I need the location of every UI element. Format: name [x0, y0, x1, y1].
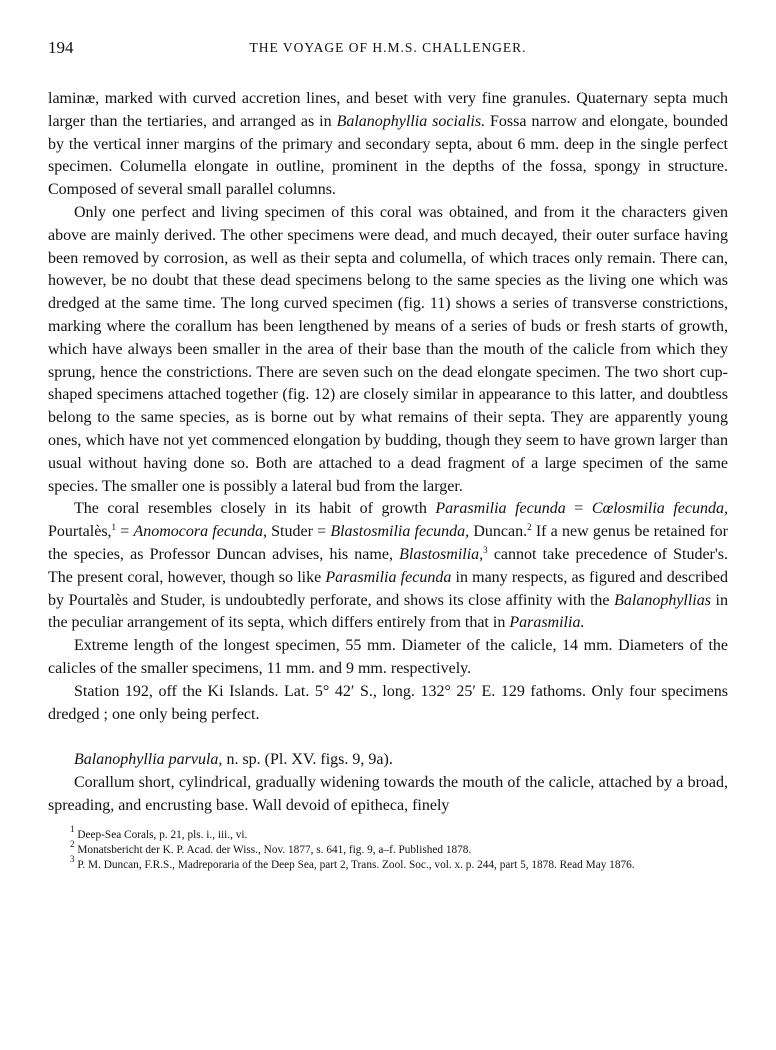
taxon-name: Balanophyllias — [614, 591, 711, 609]
taxon-name: Parasmilia fecunda — [325, 568, 452, 586]
page-header — [48, 38, 728, 62]
paragraph: Extreme length of the longest specimen, 55 mm. Diameter of the calicle, 14 mm. Diameters of the calicles of the smaller specimens, 11 mm. and 9 mm. respectively. — [48, 637, 728, 677]
taxon-name: Cœlosmilia fecunda, — [591, 500, 729, 518]
station-paragraph: Station 192, off the Ki Islands. Lat. 5° 42′ S., long. 132° 25′ E. 129 fathoms. Only four specimens dredged ; one only being perfect. — [48, 682, 728, 723]
footnote-mark: 3 — [70, 854, 75, 865]
footnote: $^3$ P. M. Duncan, F.R.S., Madreporaria of the Deep Sea, part 2, Trans. Zool. Soc., vol. x. p. 244, part 5, 1878. Read May 1876. — [70, 854, 635, 872]
body-text — [48, 88, 728, 818]
paragraph: The coral resembles closely in its habit of growth Parasmilia fecunda = Cœlosmilia fecunda, Pourtalès,$^1$ = Anomocora fecunda, Studer = Blastosmilia fecunda, Duncan.$^2$ If a new genus be retained for the species, as Professor Duncan advises, his name, Blastosmilia,$^3$ cannot take precedence of Studer's. The present coral, however, though so like Parasmilia fecunda in many respects, as figured and described by Pourtalès and Studer, is undoubtedly perforate, and shows its close affinity with the Balanophyllias in the peculiar arrangement of its septa, which differs entirely from that in Parasmilia. — [48, 500, 729, 632]
footnote-ref[interactable]: 1 — [111, 522, 117, 533]
page — [48, 38, 728, 874]
species-heading: Balanophyllia parvula, n. sp. (Pl. XV. figs. 9, 9a). — [74, 751, 393, 769]
taxon-name: Blastosmilia, — [399, 545, 484, 563]
footnote: $^2$ Monatsbericht der K. P. Acad. der Wiss., Nov. 1877, s. 641, fig. 9, a–f. Published 1878. — [70, 839, 472, 856]
footnote-mark: 1 — [70, 823, 75, 834]
taxon-name: Blastosmilia fecunda, — [330, 523, 470, 541]
footnote-ref[interactable]: 2 — [527, 522, 532, 533]
footnote-mark: 2 — [70, 839, 75, 849]
taxon-name: Anomocora fecunda, — [133, 523, 267, 541]
footnote: $^1$ Deep-Sea Corals, p. 21, pls. i., iii., vi. — [70, 823, 248, 841]
footnotes — [48, 823, 728, 874]
taxon-name: Parasmilia. — [509, 614, 585, 632]
paragraph: Corallum short, cylindrical, gradually widening towards the mouth of the calicle, attached by a broad, spreading, and encrusting base. Wall devoid of epitheca, finely — [48, 774, 728, 814]
species-name: Balanophyllia parvula, — [74, 751, 223, 769]
taxon-name: Parasmilia fecunda — [435, 500, 566, 518]
page-number: 194 — [48, 38, 74, 57]
paragraph: Only one perfect and living specimen of this coral was obtained, and from it the characters given above are mainly derived. The other specimens were dead, and much decayed, their outer surface having been removed by corrosion, as well as their septa and columella, of which traces only remain. There can, however, be no doubt that these dead specimens belong to the same species as the living one which was dredged at the same time. The long curved specimen (fig. 11) shows a series of transverse constrictions, marking where the corallum has been lengthened by means of a series of buds or fresh starts of growth, which have always been smaller in the area of their base than the mouth of the calicle from which they sprung, hence the constrictions. There are seven such on the dead elongate specimen. The two short cup-shaped specimens attached together (fig. 12) are closely similar in appearance to this latter, and doubtless belong to the same species, as is borne out by what remains of their septa. They are apparently young ones, which have not yet commenced elongation by budding, though they seem to have grown larger than usual without having done so. Both are attached to a dead fragment of a large specimen of the same species. The smaller one is possibly a lateral bud from the larger. — [48, 203, 728, 495]
paragraph: laminæ, marked with curved accretion lines, and beset with very fine granules. Quaternary septa much larger than the tertiaries, and arranged as in Balanophyllia socialis. Fossa narrow and elongate, bounded by the vertical inner margins of the primary and secondary septa, about 6 mm. deep in the single perfect specimen. Columella elongate in outline, prominent in the depths of the fossa, spongy in structure. Composed of several small parallel columns. — [48, 90, 729, 199]
taxon-name: Balanophyllia socialis. — [336, 112, 486, 130]
running-title: THE VOYAGE OF H.M.S. CHALLENGER. — [249, 40, 527, 55]
footnote-ref[interactable]: 3 — [483, 544, 488, 555]
